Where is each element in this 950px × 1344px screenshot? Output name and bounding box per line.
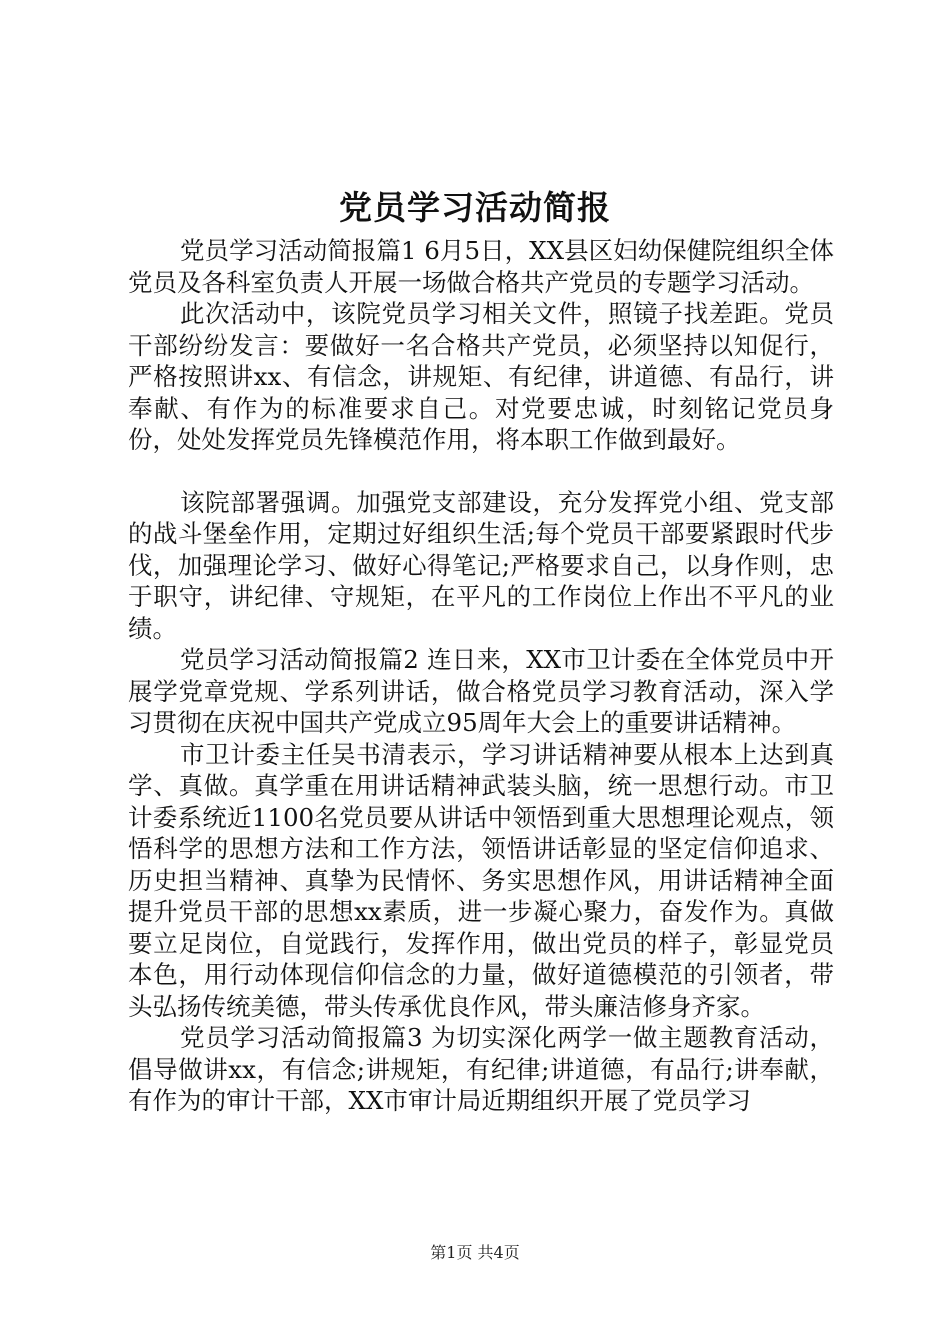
paragraph-5: 市卫计委主任吴书清表示，学习讲话精神要从根本上达到真学、真做。真学重在用讲话精神武装头脑，统一思想行动。市卫计委系统近1100名党员要从讲话中领悟到重大思想理论观点，领悟科学的思想方法和工作方法，领悟讲话彰显的坚定信仰追求、历史担当精神、真挚为民情怀、务实思想作风，用讲话精神全面提升党员干部的思想xx素质，进一步凝心聚力，奋发作为。真做要立足岗位，自觉践行，发挥作用，做出党员的样子，彰显党员本色，用行动体现信仰信念的力量，做好道德模范的引领者，带头弘扬传统美德，带头传承优良作风，带头廉洁修身齐家。 xyxy=(128,739,834,1021)
page-footer: 第1页 共4页 xyxy=(430,1243,520,1262)
paragraph-spacer xyxy=(128,456,834,487)
paragraph-4: 党员学习活动简报篇2 连日来，XX市卫计委在全体党员中开展学党章党规、学系列讲话，做合格党员学习教育活动，深入学习贯彻在庆祝中国共产党成立95周年大会上的重要讲话精神。 xyxy=(128,645,834,737)
paragraph-1: 党员学习活动简报篇1 6月5日，XX县区妇幼保健院组织全体党员及各科室负责人开展一场做合格共产党员的专题学习活动。 xyxy=(128,236,834,297)
paragraph-6: 党员学习活动简报篇3 为切实深化两学一做主题教育活动，倡导做讲xx，有信念;讲规矩，有纪律;讲道德，有品行;讲奉献，有作为的审计干部，XX市审计局近期组织开展了党员学习 xyxy=(128,1023,834,1115)
paragraph-2: 此次活动中，该院党员学习相关文件，照镜子找差距。党员干部纷纷发言：要做好一名合格共产党员，必须坚持以知促行，严格按照讲xx、有信念，讲规矩、有纪律，讲道德、有品行，讲奉献、有作为的标准要求自己。对党要忠诚，时刻铭记党员身份，处处发挥党员先锋模范作用，将本职工作做到最好。 xyxy=(128,299,834,454)
document-body xyxy=(128,235,834,1117)
paragraph-3: 该院部署强调。加强党支部建设，充分发挥党小组、党支部的战斗堡垒作用，定期过好组织生活;每个党员干部要紧跟时代步伐，加强理论学习、做好心得笔记;严格要求自己，以身作则，忠于职守，讲纪律、守规矩，在平凡的工作岗位上作出不平凡的业绩。 xyxy=(128,487,834,643)
document-title: 党员学习活动简报 xyxy=(339,188,611,227)
